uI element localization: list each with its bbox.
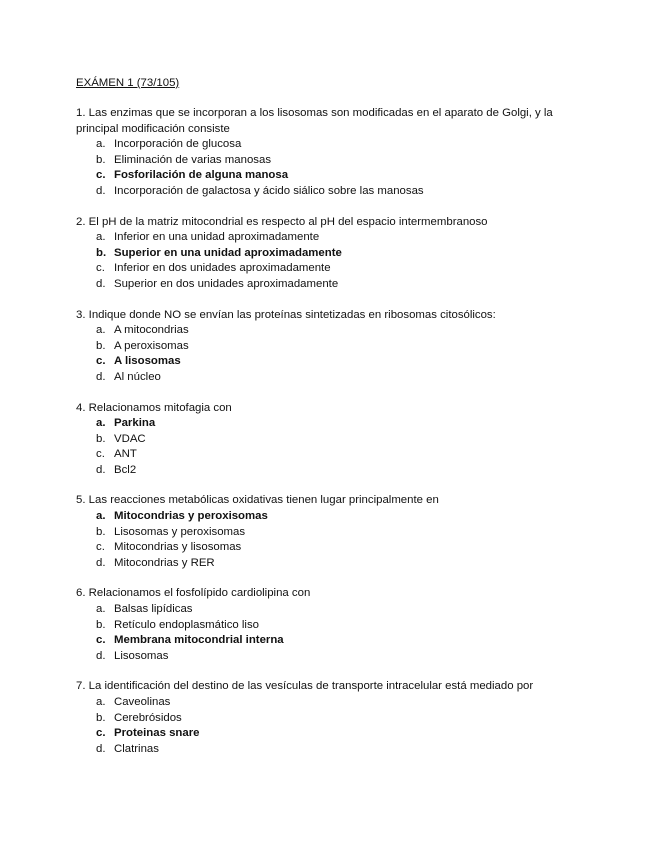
answer-options (76, 323, 596, 385)
question-text: 4. Relacionamos mitofagia con (76, 401, 232, 414)
option-text: Membrana mitocondrial interna (114, 634, 284, 647)
option-letter: c. (96, 169, 106, 182)
answer-option (76, 137, 596, 153)
option-letter: b. (96, 618, 106, 631)
answer-option-correct (76, 168, 596, 184)
option-letter: d. (96, 370, 106, 383)
option-text: Mitocondrias y peroxisomas (114, 510, 268, 523)
option-text: Superior en dos unidades aproximadamente (114, 277, 339, 290)
question-text: 6. Relacionamos el fosfolípido cardiolipina con (76, 587, 311, 600)
option-text: Superior en una unidad aproximadamente (114, 246, 342, 259)
option-letter: d. (96, 742, 106, 755)
option-letter: c. (96, 727, 106, 740)
option-letter: b. (96, 246, 107, 259)
option-letter: c. (96, 541, 105, 554)
option-text: A peroxisomas (114, 339, 189, 352)
exam-document (76, 75, 596, 772)
answer-option (76, 618, 596, 634)
option-text: Proteinas snare (114, 727, 200, 740)
answer-option (76, 184, 596, 200)
option-letter: b. (96, 525, 106, 538)
answer-option (76, 370, 596, 386)
option-text: Bcl2 (114, 463, 137, 476)
option-letter: a. (96, 510, 106, 523)
question-text: 7. La identificación del destino de las vesículas de transporte intracelular está mediado por (76, 680, 534, 693)
answer-option (76, 230, 596, 246)
answer-option (76, 432, 596, 448)
option-text: Lisosomas (114, 649, 169, 662)
question-7 (76, 679, 596, 757)
option-letter: d. (96, 556, 106, 569)
option-text: ANT (114, 448, 137, 461)
answer-option (76, 277, 596, 293)
answer-options (76, 137, 596, 199)
option-letter: c. (96, 262, 105, 275)
option-text: Balsas lipídicas (114, 603, 193, 616)
option-text: Clatrinas (114, 742, 159, 755)
option-text: A lisosomas (114, 355, 181, 368)
question-2 (76, 215, 596, 293)
option-letter: b. (96, 432, 106, 445)
answer-option (76, 602, 596, 618)
option-letter: b. (96, 153, 106, 166)
answer-option-correct (76, 246, 596, 262)
option-text: Parkina (114, 417, 156, 430)
answer-option-correct (76, 354, 596, 370)
option-text: Inferior en dos unidades aproximadamente (114, 262, 331, 275)
answer-option (76, 261, 596, 277)
option-text: Caveolinas (114, 696, 171, 708)
exam-title: EXÁMEN 1 (73/105) (76, 77, 180, 89)
option-letter: a. (96, 231, 106, 244)
option-text: Cerebrósidos (114, 711, 182, 724)
answer-option (76, 711, 596, 727)
question-3 (76, 308, 596, 386)
option-text: A mitocondrias (114, 324, 189, 337)
answer-options (76, 695, 596, 757)
answer-option (76, 556, 596, 572)
option-text: VDAC (114, 432, 146, 445)
answer-option (76, 463, 596, 479)
option-letter: d. (96, 184, 106, 197)
option-letter: b. (96, 711, 106, 724)
option-letter: a. (96, 417, 106, 430)
answer-option (76, 742, 596, 758)
question-4 (76, 401, 596, 479)
option-text: Inferior en una unidad aproximadamente (114, 231, 320, 244)
option-text: Mitocondrias y RER (114, 556, 215, 569)
answer-option-correct (76, 726, 596, 742)
answer-options (76, 416, 596, 478)
option-letter: d. (96, 463, 106, 476)
option-letter: a. (96, 696, 106, 708)
option-text: Fosforilación de alguna manosa (114, 169, 289, 182)
option-letter: a. (96, 138, 106, 151)
answer-option (76, 540, 596, 556)
answer-option (76, 649, 596, 665)
answer-option (76, 525, 596, 541)
answer-option (76, 339, 596, 355)
option-text: Lisosomas y peroxisomas (114, 525, 246, 538)
question-text: 2. El pH de la matriz mitocondrial es respecto al pH del espacio intermembranoso (76, 215, 488, 228)
option-letter: d. (96, 277, 106, 290)
answer-options (76, 230, 596, 292)
answer-option (76, 695, 596, 711)
option-letter: b. (96, 339, 106, 352)
option-text: Mitocondrias y lisosomas (114, 541, 242, 554)
option-letter: c. (96, 634, 106, 647)
option-text: Eliminación de varias manosas (114, 153, 272, 166)
question-5 (76, 493, 596, 571)
question-6 (76, 586, 596, 664)
option-text: Incorporación de galactosa y ácido siálico sobre las manosas (114, 184, 424, 197)
option-text: Retículo endoplasmático liso (114, 618, 259, 631)
answer-option (76, 153, 596, 169)
answer-option-correct (76, 633, 596, 649)
question-1 (76, 106, 596, 200)
answer-option-correct (76, 509, 596, 525)
option-letter: a. (96, 324, 106, 337)
answer-options (76, 602, 596, 664)
option-letter: a. (96, 603, 106, 616)
question-text: 5. Las reacciones metabólicas oxidativas tienen lugar principalmente en (76, 494, 439, 507)
option-letter: d. (96, 649, 106, 662)
answer-option (76, 447, 596, 463)
answer-options (76, 509, 596, 571)
option-letter: c. (96, 355, 106, 368)
option-letter: c. (96, 448, 105, 461)
option-text: Incorporación de glucosa (114, 138, 242, 151)
option-text: Al núcleo (114, 370, 161, 383)
question-text: 3. Indique donde NO se envían las proteínas sintetizadas en ribosomas citosólicos: (76, 308, 496, 321)
answer-option-correct (76, 416, 596, 432)
question-text: 1. Las enzimas que se incorporan a los lisosomas son modificadas en el aparato de Golgi, y la principal modificación consiste (76, 107, 553, 135)
answer-option (76, 323, 596, 339)
